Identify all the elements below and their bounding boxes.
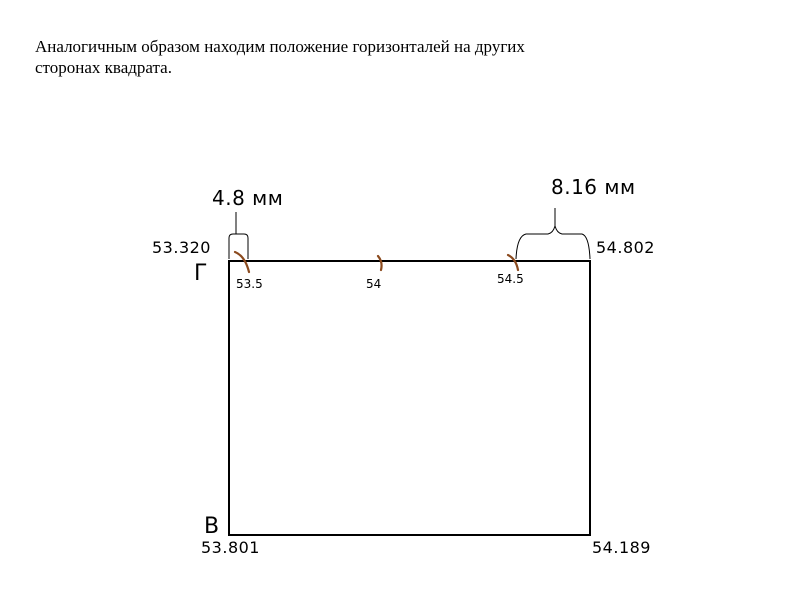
right-dimension-label: 8.16 мм	[551, 175, 636, 199]
contour-label-54-5: 54.5	[497, 272, 524, 286]
vertex-label-g: Г	[194, 261, 208, 286]
elevation-top-left: 53.320	[152, 238, 211, 257]
contour-label-54: 54	[366, 277, 382, 291]
elevation-top-right: 54.802	[596, 238, 655, 257]
elevation-bottom-right: 54.189	[592, 538, 651, 557]
caption-line-1: Аналогичным образом находим положение горизонталей на других	[35, 37, 525, 56]
elevation-bottom-left: 53.801	[201, 538, 260, 557]
contour-label-53-5: 53.5	[236, 277, 263, 291]
caption-line-2: сторонах квадрата.	[35, 58, 172, 77]
left-dimension-label: 4.8 мм	[212, 186, 284, 210]
right-dimension-brace	[516, 226, 590, 259]
contour-mark-54	[378, 256, 382, 270]
vertex-label-v: В	[204, 514, 220, 539]
square	[229, 261, 590, 535]
